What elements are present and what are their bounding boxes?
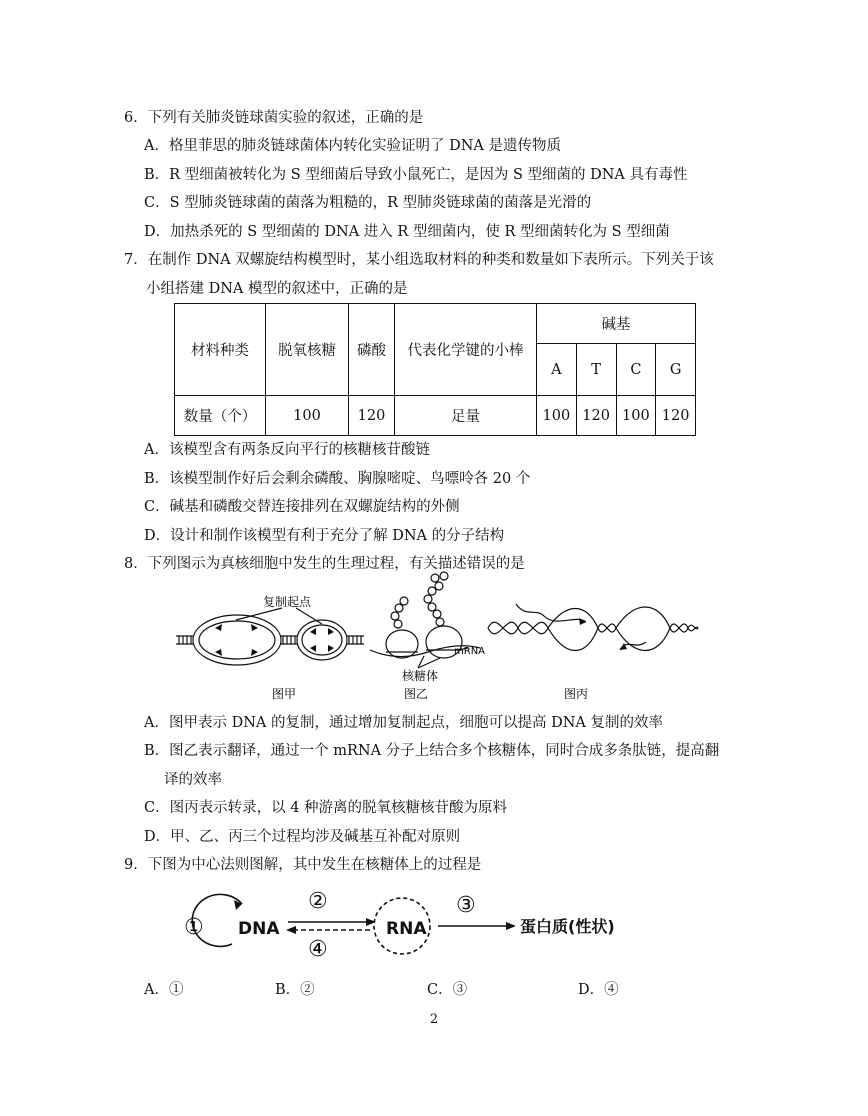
figure-a-caption: 图甲 <box>272 687 297 701</box>
q7-option-c: C．碱基和磷酸交替连接排列在双螺旋结构的外侧 <box>144 499 460 515</box>
central-dogma-diagram <box>180 882 650 964</box>
q6-option-b: B．R 型细菌被转化为 S 型细菌后导致小鼠死亡，是因为 S 型细菌的 DNA 具有毒性 <box>144 167 688 183</box>
q9-stem: 9．下图为中心法则图解，其中发生在核糖体上的过程是 <box>124 857 482 873</box>
cell-base-a: 100 <box>537 396 577 436</box>
page-number: 2 <box>429 1012 439 1027</box>
q8-option-d: D．甲、乙、丙三个过程均涉及碱基互补配对原则 <box>144 829 461 845</box>
header-base-t: T <box>576 344 616 396</box>
process-1-marker: ① <box>184 915 204 940</box>
q7-option-d: D．设计和制作该模型有利于充分了解 DNA 的分子结构 <box>144 528 505 544</box>
header-base-c: C <box>616 344 656 396</box>
table-row <box>175 396 696 436</box>
cell-base-c: 100 <box>616 396 656 436</box>
q6-option-c: C．S 型肺炎链球菌的菌落为粗糙的，R 型肺炎链球菌的菌落是光滑的 <box>144 195 592 211</box>
cell-base-g: 120 <box>656 396 696 436</box>
protein-node: 蛋白质(性状) <box>520 917 615 936</box>
q9-choice-d: D．④ <box>578 982 619 998</box>
cell-deoxyribose: 100 <box>266 396 349 436</box>
q6-option-a: A．格里菲思的肺炎链球菌体内转化实验证明了 DNA 是遗传物质 <box>144 138 561 154</box>
q7-stem-line2: 小组搭建 DNA 模型的叙述中，正确的是 <box>146 281 408 297</box>
q8-option-b-line2: 译的效率 <box>164 772 222 788</box>
figure-b-translation <box>368 572 498 704</box>
cell-base-t: 120 <box>576 396 616 436</box>
figure-b-caption: 图乙 <box>404 687 429 701</box>
q8-stem: 8．下列图示为真核细胞中发生的生理过程，有关描述错误的是 <box>124 556 525 572</box>
cell-phosphate: 120 <box>349 396 395 436</box>
q9-choice-c: C．③ <box>427 982 468 998</box>
header-material: 材料种类 <box>175 304 266 396</box>
header-base-g: G <box>656 344 696 396</box>
header-bond-stick: 代表化学键的小棒 <box>395 304 537 396</box>
replication-origin-label: 复制起点 <box>263 595 312 609</box>
mrna-label: mRNA <box>454 646 486 657</box>
q8-option-a: A．图甲表示 DNA 的复制，通过增加复制起点，细胞可以提高 DNA 复制的效率 <box>144 715 663 731</box>
figure-c-transcription <box>486 598 702 704</box>
figure-a-replication <box>170 588 380 703</box>
q9-choice-a: A．① <box>144 982 184 998</box>
cell-stick: 足量 <box>395 396 537 436</box>
row-label: 数量（个） <box>175 396 266 436</box>
q6-stem: 6．下列有关肺炎链球菌实验的叙述，正确的是 <box>124 110 424 126</box>
q9-choice-b: B．② <box>275 982 315 998</box>
q8-option-c: C．图丙表示转录，以 4 种游离的脱氧核糖核苷酸为原料 <box>144 800 508 816</box>
process-2-marker: ② <box>308 889 328 914</box>
q7-option-b: B．该模型制作好后会剩余磷酸、胸腺嘧啶、鸟嘌呤各 20 个 <box>144 471 531 487</box>
ribosome-label: 核糖体 <box>402 669 439 683</box>
q8-option-b-line1: B．图乙表示翻译，通过一个 mRNA 分子上结合多个核糖体，同时合成多条肽链，提高翻 <box>144 743 720 759</box>
process-4-marker: ④ <box>308 937 328 962</box>
dna-node: DNA <box>238 919 280 939</box>
process-3-marker: ③ <box>456 893 476 918</box>
materials-table <box>174 303 696 436</box>
figure-c-caption: 图丙 <box>564 687 589 701</box>
q6-option-d: D．加热杀死的 S 型细菌的 DNA 进入 R 型细菌内，使 R 型细菌转化为 S 型细菌 <box>144 224 670 240</box>
header-base-a: A <box>537 344 577 396</box>
q7-stem-line1: 7．在制作 DNA 双螺旋结构模型时，某小组选取材料的种类和数量如下表所示。下列关于该 <box>124 252 714 268</box>
header-phosphate: 磷酸 <box>349 304 395 396</box>
header-deoxyribose: 脱氧核糖 <box>266 304 349 396</box>
header-base: 碱基 <box>537 304 696 344</box>
rna-node: RNA <box>386 919 427 939</box>
q7-option-a: A．该模型含有两条反向平行的核糖核苷酸链 <box>144 442 430 458</box>
